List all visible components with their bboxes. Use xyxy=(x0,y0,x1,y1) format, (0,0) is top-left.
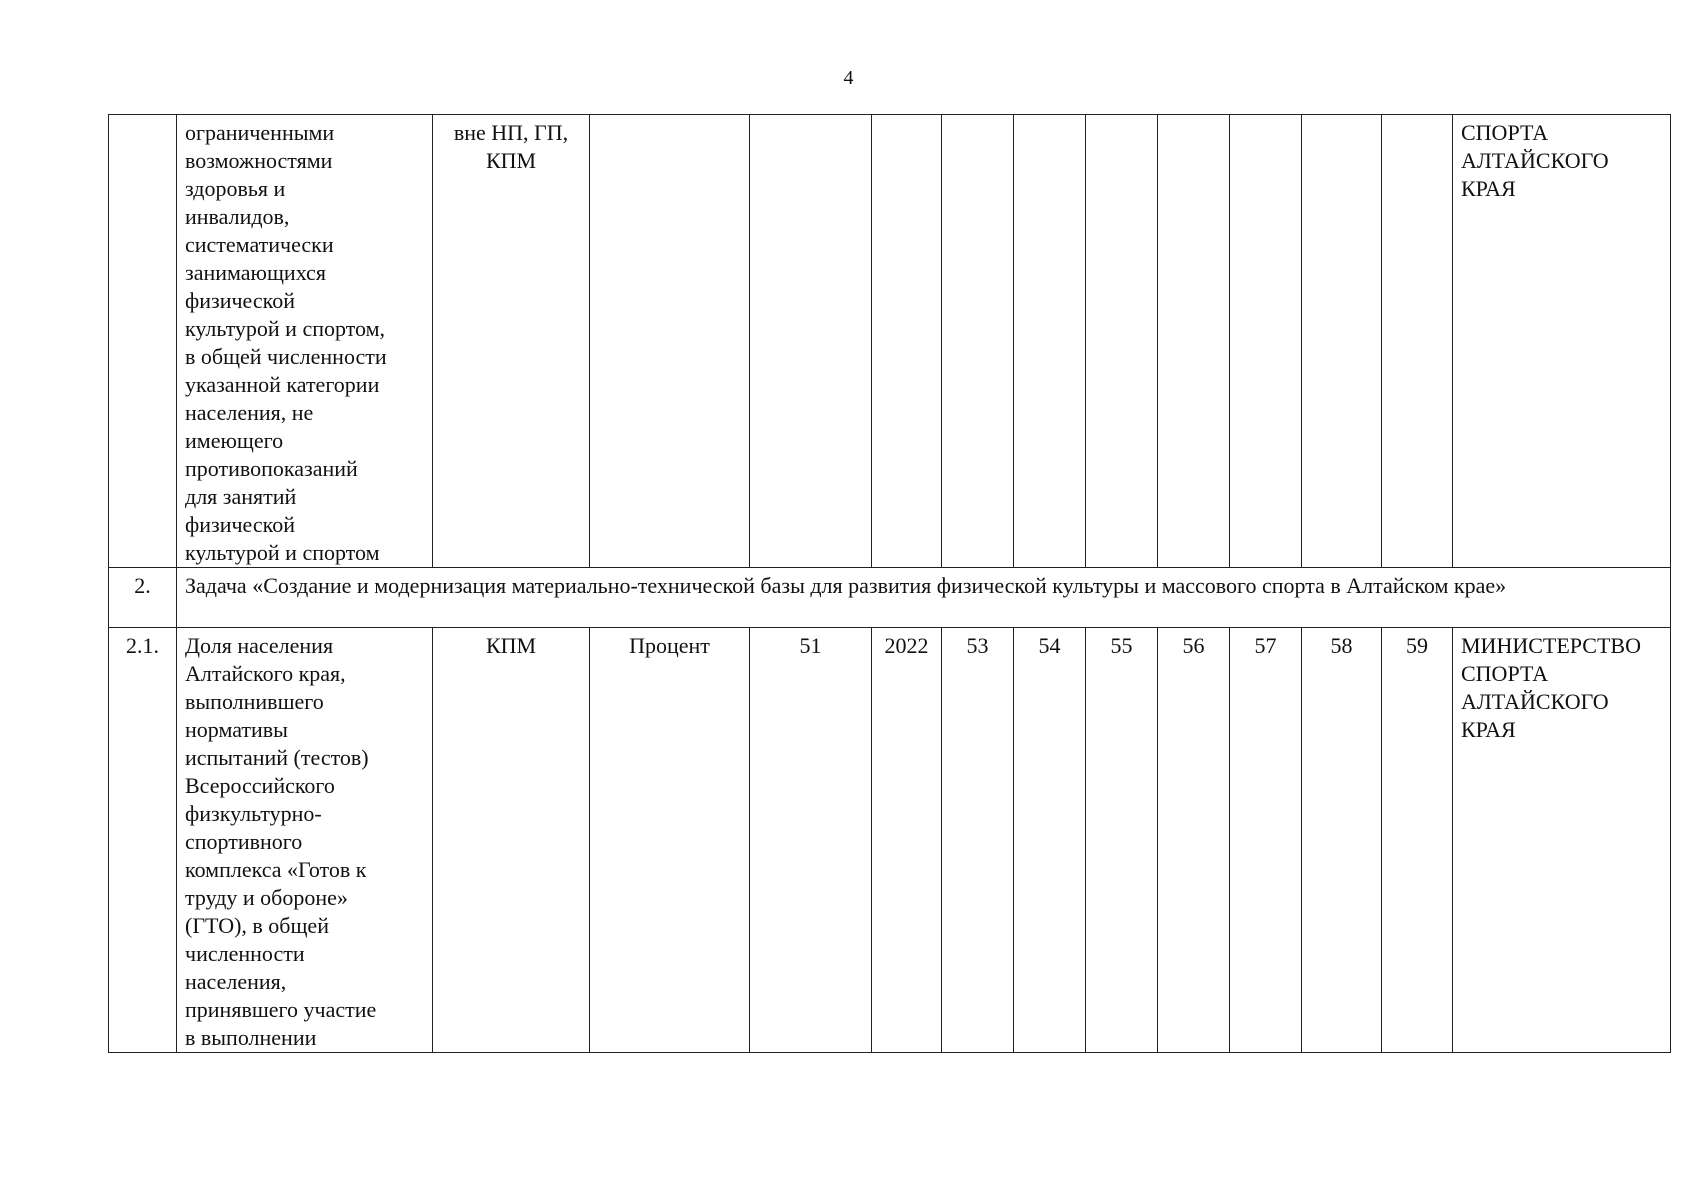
value-cell xyxy=(942,115,1014,568)
name-line: Алтайского края, xyxy=(185,661,346,686)
value-cell: 57 xyxy=(1230,628,1302,1053)
name-line: выполнившего xyxy=(185,689,324,714)
level-line: КПМ xyxy=(485,148,537,173)
name-line: испытаний (тестов) xyxy=(185,745,369,770)
name-line: в выполнении xyxy=(185,1025,317,1050)
table-row-continued xyxy=(109,115,1671,568)
base-year-cell xyxy=(872,115,942,568)
value-cell xyxy=(1158,115,1230,568)
name-line: комплекса «Готов к xyxy=(185,857,367,882)
level-cell xyxy=(433,115,590,568)
name-line: культурой и спортом, xyxy=(185,316,386,341)
name-line: противопоказаний xyxy=(185,456,358,481)
name-line: здоровья и xyxy=(185,176,286,201)
value-cell xyxy=(1382,115,1453,568)
name-line: ограниченными xyxy=(185,120,335,145)
name-line: культурой и спортом xyxy=(185,540,380,565)
name-line: численности xyxy=(185,941,305,966)
name-line: (ГТО), в общей xyxy=(185,913,329,938)
name-line: Доля населения xyxy=(185,633,334,658)
task-text-cell: Задача «Создание и модернизация материально-технической базы для развития физической культуры и массового спорта в Алтайском крае» xyxy=(177,568,1671,628)
name-line: физкультурно- xyxy=(185,801,322,826)
name-line: для занятий xyxy=(185,484,297,509)
name-line: инвалидов, xyxy=(185,204,290,229)
name-line: систематически xyxy=(185,232,334,257)
base-value-cell xyxy=(750,115,872,568)
unit-cell: Процент xyxy=(590,628,750,1053)
base-year-cell: 2022 xyxy=(872,628,942,1053)
table-row-task xyxy=(109,568,1671,628)
name-line: занимающихся xyxy=(185,260,326,285)
responsible-line: СПОРТА xyxy=(1461,120,1549,145)
responsible-line: КРАЯ xyxy=(1461,176,1516,201)
name-line: Всероссийского xyxy=(185,773,335,798)
responsible-cell xyxy=(1453,115,1671,568)
value-cell: 56 xyxy=(1158,628,1230,1053)
unit-cell xyxy=(590,115,750,568)
responsible-line: МИНИСТЕРСТВО xyxy=(1461,633,1641,658)
responsible-line: АЛТАЙСКОГО xyxy=(1461,148,1609,173)
value-cell xyxy=(1014,115,1086,568)
task-number-cell: 2. xyxy=(109,568,177,628)
indicator-name-cell xyxy=(177,115,433,568)
name-line: принявшего участие xyxy=(185,997,377,1022)
name-line: нормативы xyxy=(185,717,288,742)
row-number-cell xyxy=(109,115,177,568)
value-cell: 54 xyxy=(1014,628,1086,1053)
base-value-cell: 51 xyxy=(750,628,872,1053)
name-line: спортивного xyxy=(185,829,303,854)
name-line: возможностями xyxy=(185,148,333,173)
value-cell xyxy=(1302,115,1382,568)
name-line: физической xyxy=(185,512,295,537)
value-cell: 53 xyxy=(942,628,1014,1053)
name-line: в общей численности xyxy=(185,344,387,369)
responsible-line: КРАЯ xyxy=(1461,717,1516,742)
indicators-table xyxy=(108,114,1671,1053)
responsible-line: СПОРТА xyxy=(1461,661,1549,686)
name-line: населения, не xyxy=(185,400,314,425)
value-cell: 58 xyxy=(1302,628,1382,1053)
row-number-cell: 2.1. xyxy=(109,628,177,1053)
value-cell xyxy=(1086,115,1158,568)
table-row-indicator xyxy=(109,628,1671,1053)
page-number: 4 xyxy=(843,67,854,89)
indicator-name-cell xyxy=(177,628,433,1053)
name-line: имеющего xyxy=(185,428,284,453)
name-line: населения, xyxy=(185,969,287,994)
responsible-line: АЛТАЙСКОГО xyxy=(1461,689,1609,714)
value-cell xyxy=(1230,115,1302,568)
name-line: труду и обороне» xyxy=(185,885,348,910)
value-cell: 55 xyxy=(1086,628,1158,1053)
level-line: вне НП, ГП, xyxy=(453,120,569,145)
name-line: указанной категории xyxy=(185,372,380,397)
responsible-cell xyxy=(1453,628,1671,1053)
value-cell: 59 xyxy=(1382,628,1453,1053)
level-cell: КПМ xyxy=(433,628,590,1053)
name-line: физической xyxy=(185,288,295,313)
